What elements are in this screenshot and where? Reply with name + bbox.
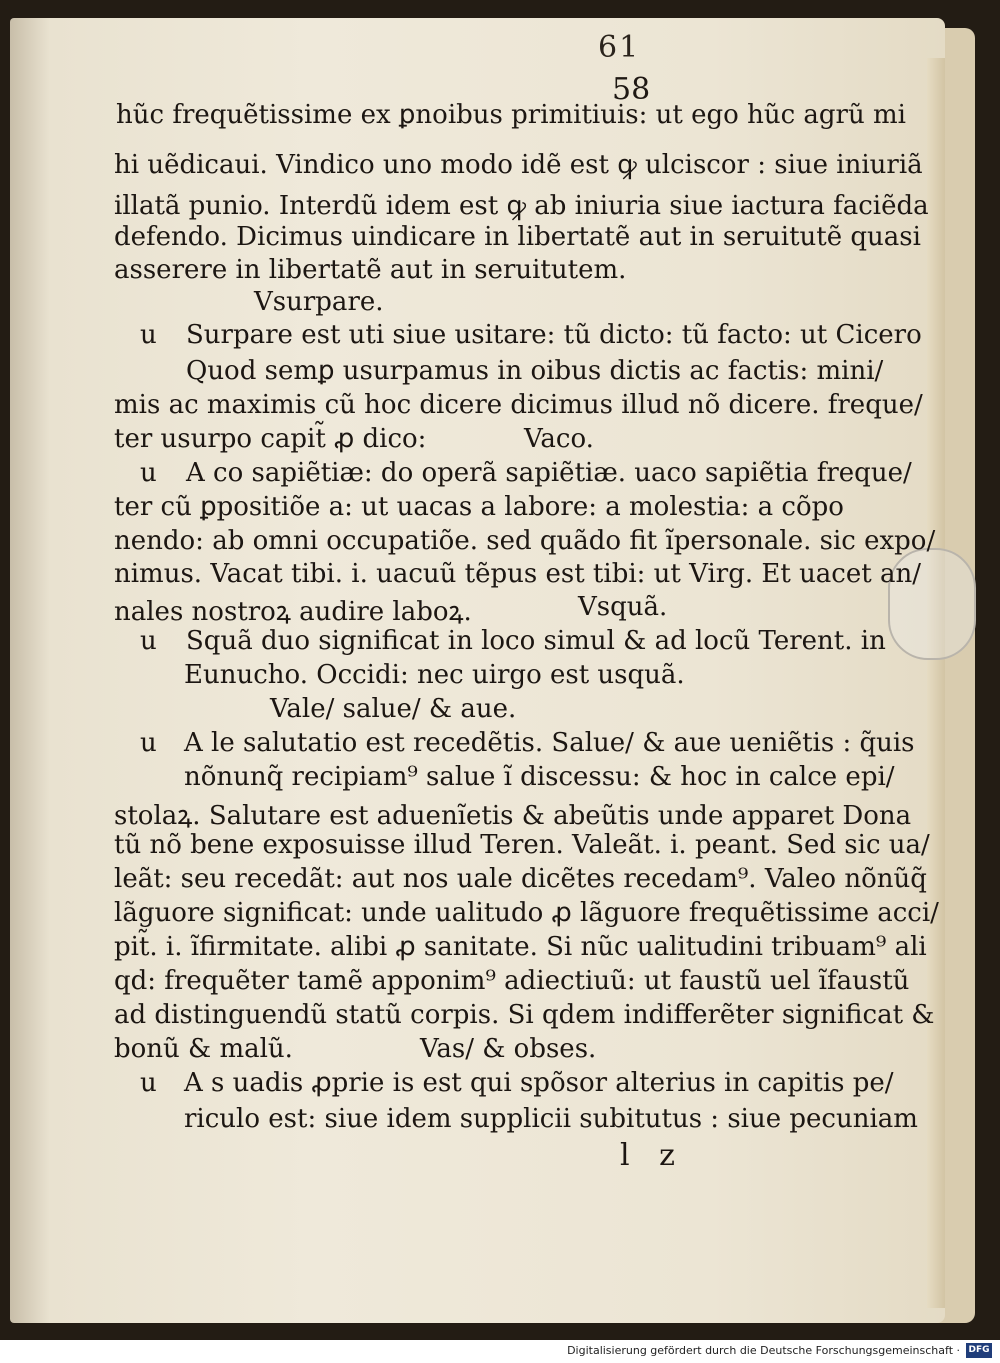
text-line: Squã duo significat in loco simul & ad locũ Terent. in [186, 626, 886, 656]
footer-bar [0, 1340, 1000, 1363]
heading-vale-salue-aue: Vale/ salue/ & aue. [270, 694, 517, 724]
text-line: bonũ & malũ. [114, 1034, 293, 1064]
page-number: 58 [612, 72, 651, 107]
margin-letter: u [140, 728, 157, 758]
page-edge [927, 58, 945, 1308]
text-line: pit̃. i. ĩfirmitate. alibi ꝓ sanitate. Si nũc ualitudini tribuam⁹ ali [114, 932, 927, 962]
text-line: qd: frequẽter tamẽ apponim⁹ adiectiuũ: ut faustũ uel ĩfaustũ [114, 966, 910, 996]
text-line: nendo: ab omni occupatiõe. sed quãdo fit ĩpersonale. sic expo/ [114, 526, 936, 556]
margin-letter: u [140, 458, 157, 488]
text-line: ter cũ ꝑpositiõe a: ut uacas a labore: a molestia: a cõpo [114, 492, 844, 522]
text-line: A s uadis ꝓprie is est qui spõsor alterius in capitis pe/ [184, 1068, 894, 1098]
text-line: nõnunq̃ recipiam⁹ salue ĩ discessu: & hoc in calce epi/ [184, 762, 895, 792]
text-line: hũc frequẽtissime ex ꝑnoibus primitiuis: ut ego hũc agrũ mi [116, 100, 906, 130]
text-line: asserere in libertatẽ aut in seruitutem. [114, 255, 627, 285]
text-line: leãt: seu recedãt: aut nos uale dicẽtes recedam⁹. Valeo nõnũq̃ [114, 864, 927, 894]
heading-vsurpare: Vsurpare. [254, 287, 384, 317]
text-line: lãguore significat: unde ualitudo ꝓ lãguore frequẽtissime acci/ [114, 898, 939, 928]
funding-credit: Digitalisierung gefördert durch die Deutsche Forschungsgemeinschaft · [567, 1344, 960, 1357]
heading-vas-obses: Vas/ & obses. [420, 1034, 597, 1064]
text-line: Eunucho. Occidi: nec uirgo est usquã. [184, 660, 685, 690]
margin-letter: u [140, 320, 157, 350]
text-line: nales nostroꝝ audire laboꝝ. [114, 597, 472, 627]
text-line: riculo est: siue idem supplicii subitutus : siue pecuniam [184, 1104, 918, 1134]
text-line: Quod semꝑ usurpamus in oibus dictis ac factis: mini/ [186, 356, 884, 386]
text-line: tũ nõ bene exposuisse illud Teren. Valeãt. i. peant. Sed sic ua/ [114, 830, 930, 860]
signature-mark: l z [620, 1138, 685, 1173]
dfg-logo: DFG [966, 1343, 992, 1358]
text-line: hi uẽdicaui. Vindico uno modo idẽ est ꝙ ulciscor : siue iniuriã [114, 150, 923, 180]
text-line: ad distinguendũ statũ corpis. Si qdem indifferẽter significat & [114, 1000, 935, 1030]
heading-vsqua: Vsquã. [578, 592, 668, 622]
margin-letter: u [140, 1068, 157, 1098]
text-line: illatã punio. Interdũ idem est ꝙ ab iniuria siue iactura faciẽda [114, 191, 929, 221]
text-line: ter usurpo capit̃ ꝓ dico: [114, 424, 427, 454]
text-line: A le salutatio est recedẽtis. Salue/ & aue ueniẽtis : q̃uis [184, 728, 915, 758]
text-line: nimus. Vacat tibi. i. uacuũ tẽpus est tibi: ut Virg. Et uacet an/ [114, 559, 921, 589]
text-line: stolaꝝ. Salutare est aduenĩetis & abeũtis unde apparet Dona [114, 801, 912, 831]
text-line: defendo. Dicimus uindicare in libertatẽ aut in seruitutẽ quasi [114, 222, 921, 252]
text-line: mis ac maximis cũ hoc dicere dicimus illud nõ dicere. freque/ [114, 390, 923, 420]
margin-letter: u [140, 626, 157, 656]
text-line: A co sapiẽtiæ: do operã sapiẽtiæ. uaco sapiẽtia freque/ [186, 458, 912, 488]
heading-vaco: Vaco. [524, 424, 594, 454]
folio-number: 61 [598, 30, 641, 65]
text-line: Surpare est uti siue usitare: tũ dicto: tũ facto: ut Cicero [186, 320, 922, 350]
